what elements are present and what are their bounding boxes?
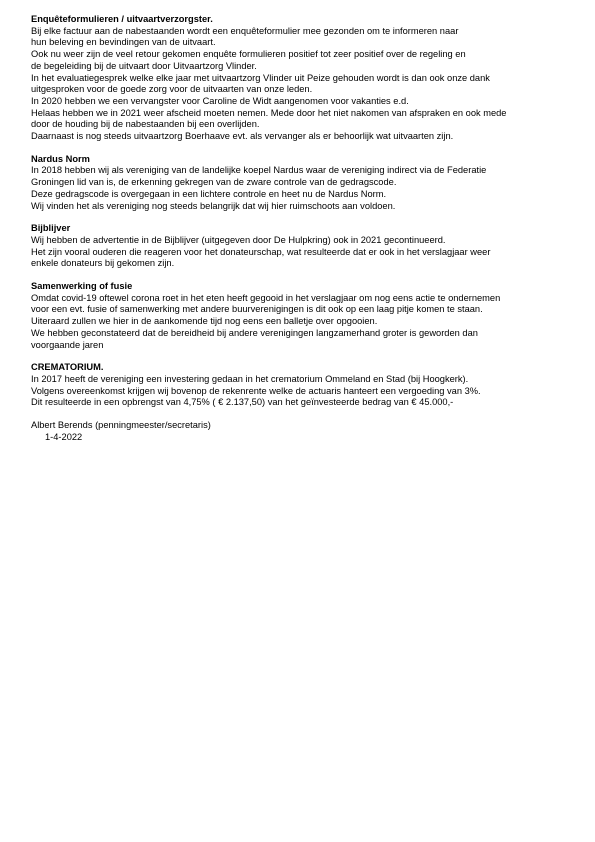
section-bijblijver (31, 223, 571, 270)
text-line: voorgaande jaren (31, 339, 104, 350)
section-heading: Enquêteformulieren / uitvaartverzorgster. (31, 14, 213, 24)
text-line: Dit resulteerde in een opbrengst van 4,75% ( € 2.137,50) van het geïnvesteerde bedrag van € 45.000,- (31, 397, 454, 408)
signature-block (31, 420, 571, 443)
text-line: Groningen lid van is, de erkenning gekregen van de zware controle van de gedragscode. (31, 177, 397, 188)
text-line: In 2017 heeft de vereniging een investering gedaan in het crematorium Ommeland en Stad (bij Hoogkerk). (31, 373, 469, 384)
text-line: Helaas hebben we in 2021 weer afscheid moeten nemen. Mede door het niet nakomen van afspraken en ook mede (31, 107, 507, 118)
text-line: Bij elke factuur aan de nabestaanden wordt een enquêteformulier mee gezonden om te informeren naar (31, 25, 459, 36)
text-line: Omdat covid-19 oftewel corona roet in het eten heeft gegooid in het verslagjaar om nog eens actie te ondernemen (31, 292, 501, 303)
text-line: Ook nu weer zijn de veel retour gekomen enquête formulieren positief tot zeer positief over de regeling en (31, 49, 466, 60)
text-line: In 2020 hebben we een vervangster voor Caroline de Widt aangenomen voor vakanties e.d. (31, 95, 409, 106)
text-line: In het evaluatiegesprek welke elke jaar met uitvaartzorg Vlinder uit Peize gehouden wordt is dan ook onze dank (31, 72, 490, 83)
text-line: voor een evt. fusie of samenwerking met andere buurverenigingen is dit ook op een laag pitje komen te staan. (31, 304, 483, 315)
text-line: Volgens overeenkomst krijgen wij bovenop de rekenrente welke de actuaris hanteert een vergoeding van 3%. (31, 385, 481, 396)
section-enquete (31, 14, 571, 143)
text-line: enkele donateurs bij gekomen zijn. (31, 258, 175, 269)
text-line: Wij vinden het als vereniging nog steeds belangrijk dat wij hier ruimschoots aan voldoen. (31, 200, 396, 211)
document-page (31, 14, 571, 444)
text-line: In 2018 hebben wij als vereniging van de landelijke koepel Nardus waar de vereniging indirect via de Federatie (31, 165, 487, 176)
text-line: door de houding bij de nabestaanden bij een overlijden. (31, 119, 260, 130)
text-line: hun beleving en bevindingen van de uitvaart. (31, 37, 216, 48)
text-line: de begeleiding bij de uitvaart door Uitvaartzorg Vlinder. (31, 60, 257, 71)
text-line: Wij hebben de advertentie in de Bijblijver (uitgegeven door De Hulpkring) ook in 2021 gecontinueerd. (31, 234, 446, 245)
signature-name: Albert Berends (penningmeester/secretaris) (31, 420, 211, 431)
section-heading: Nardus Norm (31, 153, 90, 164)
section-heading: Samenwerking of fusie (31, 281, 133, 292)
text-line: Deze gedragscode is overgegaan in een lichtere controle en heet nu de Nardus Norm. (31, 188, 387, 199)
text-line: We hebben geconstateerd dat de bereidheid bij andere verenigingen langzamerhand groter is geworden dan (31, 327, 478, 338)
section-nardus-norm (31, 154, 571, 213)
text-line: Uiteraard zullen we hier in de aankomende tijd nog eens een balletje over opgooien. (31, 316, 378, 327)
section-heading: Bijblijver (31, 223, 71, 234)
section-heading: CREMATORIUM. (31, 362, 104, 373)
section-crematorium (31, 362, 571, 409)
section-samenwerking (31, 281, 571, 351)
signature-date: 1-4-2022 (45, 431, 83, 442)
text-line: Het zijn vooral ouderen die reageren voor het donateurschap, wat resulteerde dat er ook in het verslagjaar weer (31, 246, 491, 257)
text-line: Daarnaast is nog steeds uitvaartzorg Boerhaave evt. als vervanger als er behoorlijk wat uitvaarten zijn. (31, 131, 454, 142)
text-line: uitgesproken voor de goede zorg voor de uitvaarten van onze leden. (31, 84, 313, 95)
